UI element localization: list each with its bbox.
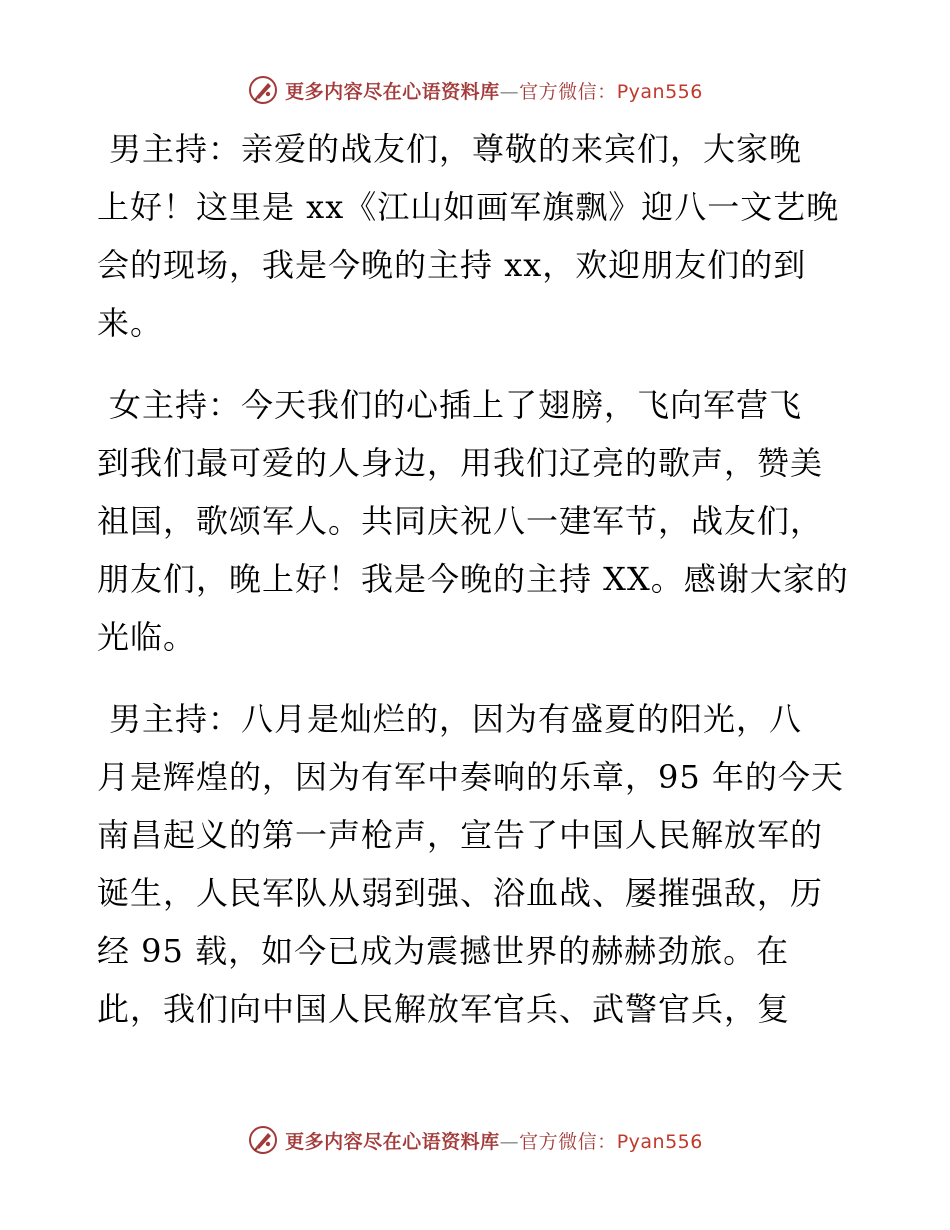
text-line: 男主持：八月是灿烂的，因为有盛夏的阳光，八 [109, 700, 803, 738]
header-banner [0, 70, 950, 110]
quill-logo-icon [247, 74, 279, 106]
document-body [97, 120, 857, 1062]
text-line: 祖国，歌颂军人。共同庆祝八一建军节，战友们， [97, 502, 824, 540]
footer-banner-text: 更多内容尽在心语资料库—官方微信：Pyan556 [285, 1130, 703, 1153]
paragraph-2 [97, 376, 857, 666]
header-banner-text: 更多内容尽在心语资料库—官方微信：Pyan556 [285, 80, 703, 103]
text-line: 会的现场，我是今晚的主持 xx，欢迎朋友们的到 [97, 246, 807, 284]
text-line: 诞生，人民军队从弱到强、浴血战、屡摧强敌，历 [97, 874, 824, 912]
text-line: 来。 [97, 304, 164, 342]
footer-banner [0, 1120, 950, 1160]
text-line: 朋友们，晚上好！我是今晚的主持 XX。感谢大家的 [97, 560, 849, 598]
text-line: 南昌起义的第一声枪声，宣告了中国人民解放军的 [97, 816, 824, 854]
text-line: 到我们最可爱的人身边，用我们辽亮的歌声，赞美 [97, 444, 824, 482]
paragraph-1 [97, 120, 857, 352]
paragraph-3 [97, 690, 857, 1038]
text-line: 光临。 [97, 618, 197, 656]
text-line: 女主持：今天我们的心插上了翅膀，飞向军营飞 [109, 386, 803, 424]
text-line: 经 95 载，如今已成为震撼世界的赫赫劲旅。在 [97, 932, 790, 970]
text-line: 男主持：亲爱的战友们，尊敬的来宾们，大家晚 [109, 130, 803, 168]
text-line: 此，我们向中国人民解放军官兵、武警官兵，复 [97, 990, 791, 1028]
text-line: 上好！这里是 xx《江山如画军旗飘》迎八一文艺晚 [97, 188, 840, 226]
quill-logo-icon [247, 1124, 279, 1156]
text-line: 月是辉煌的，因为有军中奏响的乐章，95 年的今天 [97, 758, 844, 796]
